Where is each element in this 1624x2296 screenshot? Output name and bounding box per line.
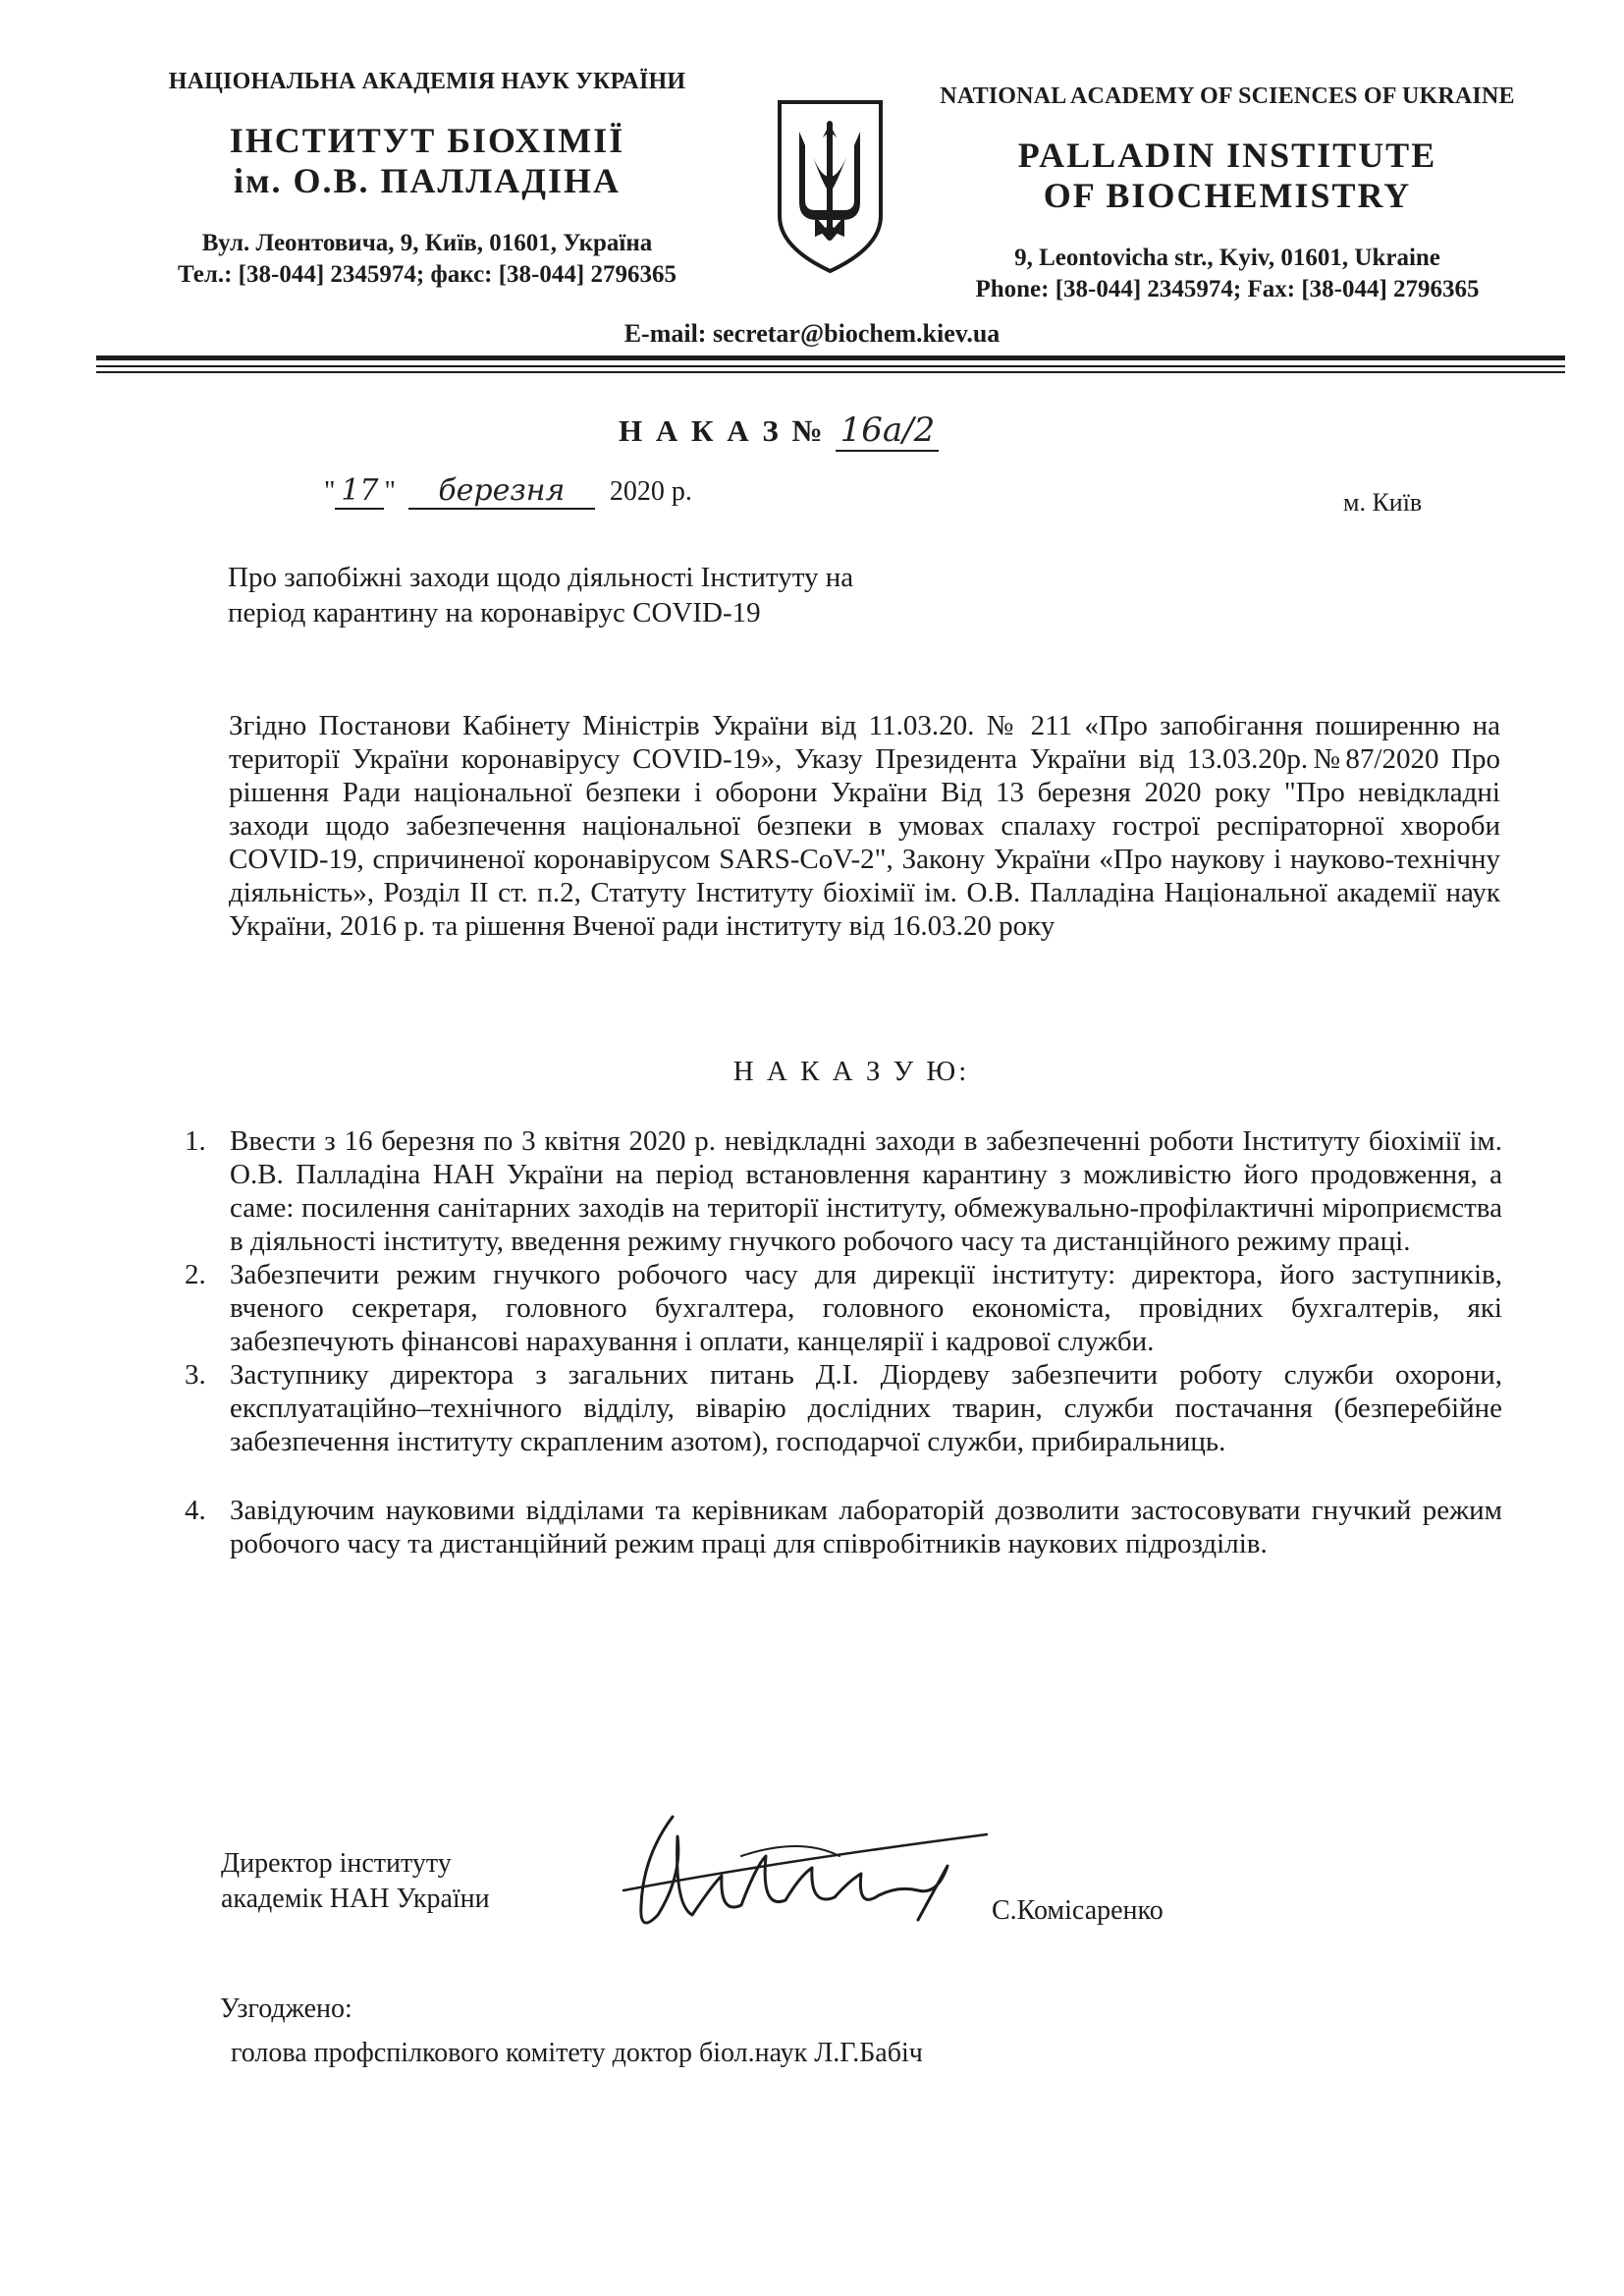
decree-heading: Н А К А З У Ю: <box>732 1056 970 1087</box>
institute-name-en-line2: OF BIOCHEMISTRY <box>1043 176 1412 216</box>
subject-line-2: період карантину на коронавірус COVID-19 <box>228 597 761 629</box>
address-ua: Вул. Леонтовича, 9, Київ, 01601, Україна <box>201 229 653 256</box>
header-rule-thick <box>96 355 1565 360</box>
phone-en: Phone: [38-044] 2345974; Fax: [38-044] 2796365 <box>975 276 1480 303</box>
order-number-handwritten: 16а/2 <box>836 410 939 452</box>
approval-label: Узгоджено: <box>220 1994 352 2024</box>
date-year: 2020 р. <box>609 476 692 507</box>
header-rule-thin-2 <box>96 371 1565 373</box>
coat-of-arms-icon <box>774 98 887 275</box>
order-place: м. Київ <box>1343 488 1423 517</box>
phone-ua: Тел.: [38-044] 2345974; факс: [38-044] 2796365 <box>178 261 677 289</box>
signatory-name: С.Комісаренко <box>992 1895 1164 1926</box>
decree-item <box>185 1258 1502 1358</box>
preamble-paragraph: Згідно Постанови Кабінету Міністрів України від 11.03.20. № 211 «Про запобігання поширенню на території України коронавірусу COVID-19», Указу Президента України від 13.03.20р.№87/2020 Про рішення Ради національної безпеки і оборони України Від 13 березня 2020 року "Про невідкладні заходи щодо забезпечення національної безпеки в умовах спалаху гострої респіраторної хвороби COVID-19, спричиненої коронавірусом SARS-CoV-2", Закону України «Про наукову і науково-технічну діяльність», Розділ ІІ ст. п.2, Статуту Інституту біохімії ім. О.В. Палладіна Національної академії наук України, 2016 р. та рішення Вченої ради інституту від 16.03.20 року <box>229 710 1500 942</box>
decree-item <box>185 1494 1502 1560</box>
academy-name-ua: НАЦІОНАЛЬНА АКАДЕМІЯ НАУК УКРАЇНИ <box>168 69 686 94</box>
order-title <box>619 410 939 452</box>
item-text: Забезпечити режим гнучкого робочого часу для дирекції інституту: директора, його заступників, вченого секретаря, головного бухгалтера, головного економіста, провідних бухгалтерів, які забезпечують фінансові нарахування і оплати, канцелярії і кадрової служби. <box>230 1259 1502 1357</box>
institute-name-en-line1: PALLADIN INSTITUTE <box>1017 136 1437 175</box>
order-title-label: Н А К А З № <box>619 413 826 448</box>
decree-item <box>185 1124 1502 1258</box>
header-right <box>889 83 1566 306</box>
item-number: 1. <box>185 1125 206 1157</box>
header-rule-thin <box>96 365 1565 367</box>
subject-line-1: Про запобіжні заходи щодо діяльності Інституту на <box>228 562 854 593</box>
address-en: 9, Leontovicha str., Kyiv, 01601, Ukraine <box>1014 244 1440 271</box>
item-number: 3. <box>185 1359 206 1391</box>
decree-items-list <box>185 1124 1502 1560</box>
item-text: Завідуючим науковими відділами та керівникам лабораторій дозволити застосовувати гнучкий режим робочого часу та дистанційний режим праці для співробітників наукових підрозділів. <box>230 1495 1502 1559</box>
decree-item <box>185 1358 1502 1458</box>
position-line-2: академік НАН України <box>221 1884 490 1914</box>
date-month-handwritten: березня <box>408 473 595 510</box>
item-number: 4. <box>185 1495 206 1526</box>
item-text: Ввести з 16 березня по 3 квітня 2020 р. невідкладні заходи в забезпеченні роботи Інституту біохімії ім. О.В. Палладіна НАН України на період встановлення карантину з можливістю його продовження, а саме: посилення санітарних заходів на території інституту, обмежувально-профілактичні міроприємства в діяльності інституту, введення режиму гнучкого робочого часу та дистанційного режиму праці. <box>230 1125 1502 1257</box>
email-line: E-mail: secretar@biochem.kiev.ua <box>623 319 1001 348</box>
order-date: " 17 " березня 2020 р. <box>324 473 692 508</box>
signature-position <box>221 1846 490 1917</box>
item-number: 2. <box>185 1259 206 1290</box>
header-left <box>93 69 761 292</box>
institute-name-ua-line1: ІНСТИТУТ БІОХІМІЇ <box>229 121 625 160</box>
institute-name-ua-line2: ім. О.В. ПАЛЛАДІНА <box>234 161 621 201</box>
handwritten-signature <box>604 1797 997 1944</box>
item-text: Заступнику директора з загальних питань Д.І. Діордеву забезпечити роботу служби охорони, експлуатаційно–технічного відділу, віварію дослідних тварин, служби постачання (безперебійне забезпечення інституту скрапленим азотом), господарчої служби, прибиральниць. <box>230 1359 1502 1457</box>
date-day-handwritten: 17 <box>335 473 384 510</box>
position-line-1: Директор інституту <box>221 1848 452 1879</box>
order-subject <box>228 560 853 630</box>
approval-text: голова профспілкового комітету доктор біол.наук Л.Г.Бабіч <box>231 2038 923 2068</box>
academy-name-en: NATIONAL ACADEMY OF SCIENCES OF UKRAINE <box>940 83 1515 109</box>
